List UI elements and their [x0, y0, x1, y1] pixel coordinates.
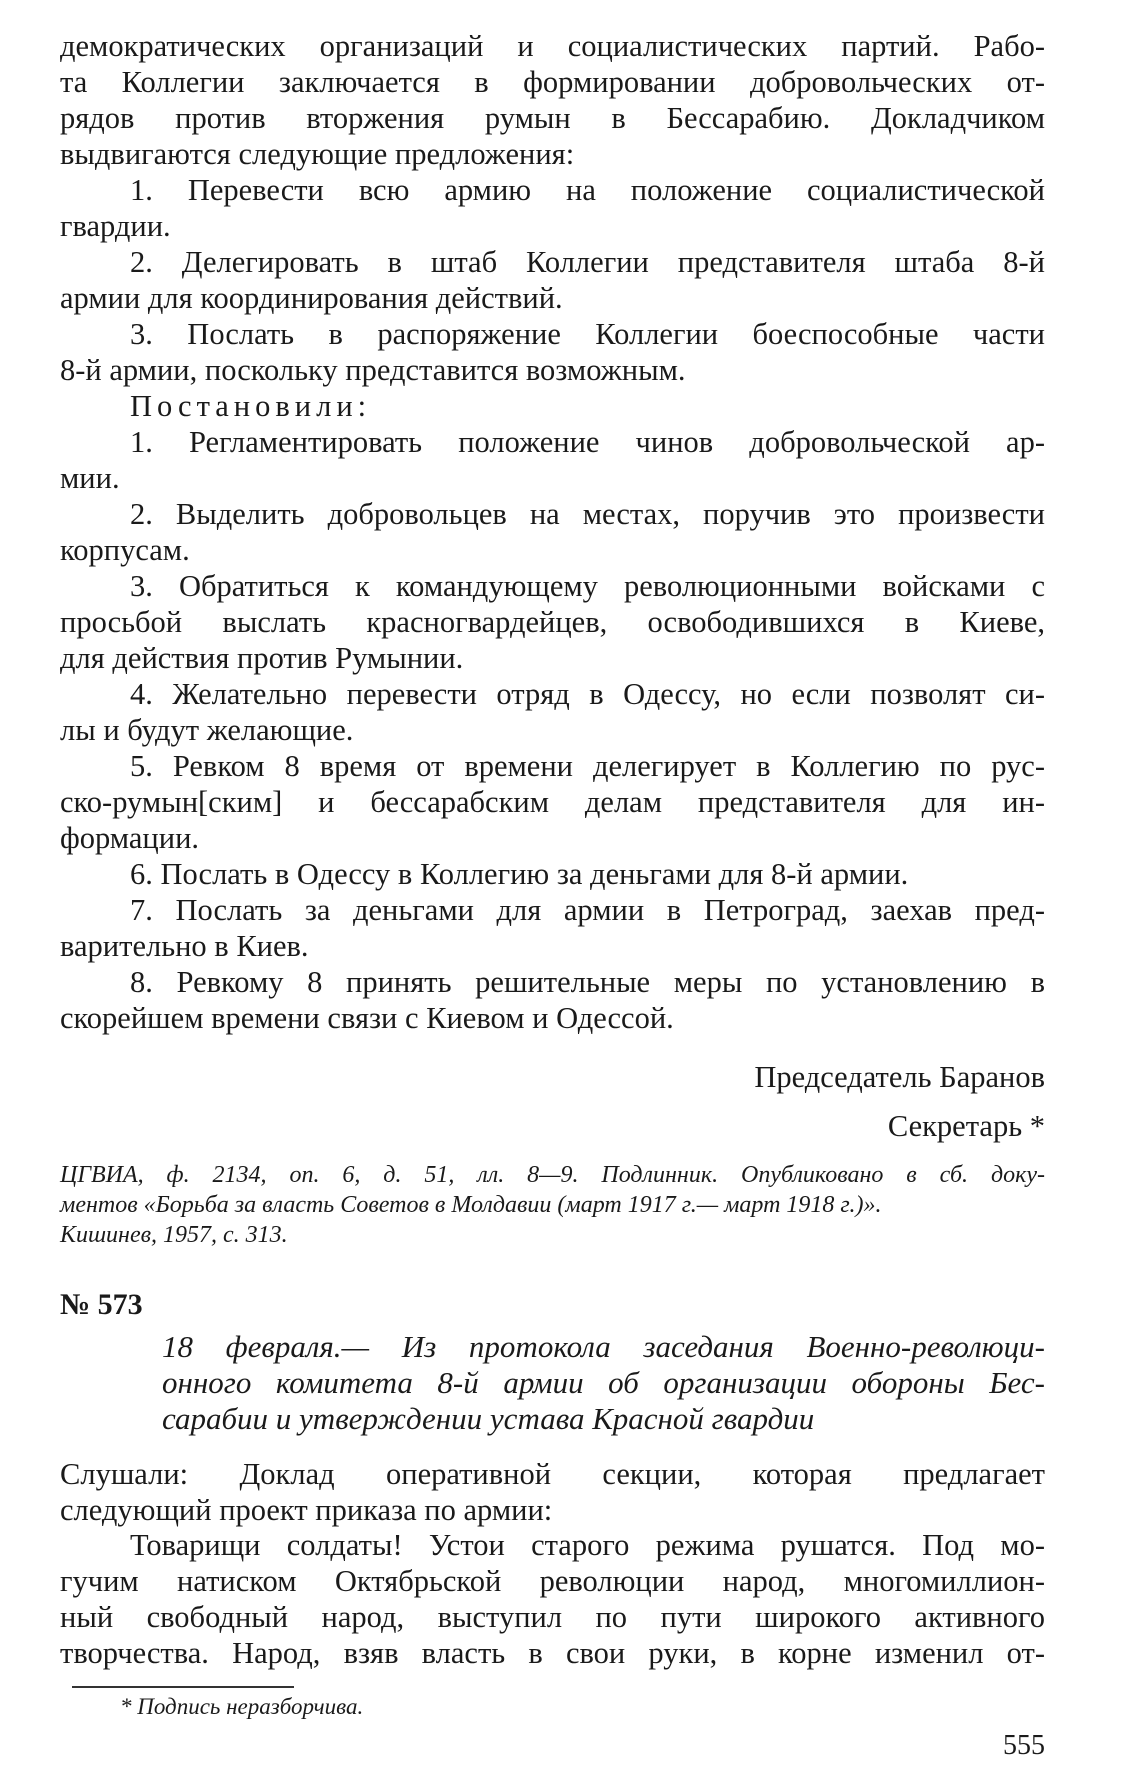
list-item: 8. Ревкому 8 принять решительные меры по установлению в [130, 965, 1045, 999]
text-line: Слушали: Доклад оперативной секции, которая предлагает [60, 1457, 1045, 1491]
list-item: 1. Регламентировать положение чинов добровольческой ар- [130, 425, 1045, 459]
text-line: лы и будут желающие. [60, 713, 354, 747]
text-line: армии для координирования действий. [60, 281, 563, 315]
source-reference: Кишинев, 1957, с. 313. [60, 1222, 288, 1248]
text-line: 8-й армии, поскольку представится возможным. [60, 353, 686, 387]
text-line: варительно в Киев. [60, 929, 309, 963]
footnote-divider [72, 1686, 294, 1688]
text-line: рядов против вторжения румын в Бессарабию. Докладчиком [60, 101, 1045, 135]
text-line: следующий проект приказа по армии: [60, 1493, 553, 1527]
text-line: та Коллегии заключается в формировании добровольческих от- [60, 65, 1045, 99]
document-number: № 573 [60, 1288, 143, 1321]
text-line: демократических организаций и социалистических партий. Рабо- [60, 29, 1045, 63]
text-line: мии. [60, 461, 120, 495]
list-item: 2. Делегировать в штаб Коллегии представителя штаба 8-й [130, 245, 1045, 279]
page-number: 555 [1003, 1730, 1045, 1761]
document-title: сарабии и утверждении устава Красной гвардии [162, 1401, 815, 1436]
text-line: творчества. Народ, взяв власть в свои руки, в корне изменил от- [60, 1636, 1045, 1670]
source-reference: ЦГВИА, ф. 2134, оп. 6, д. 51, лл. 8—9. Подлинник. Опубликовано в сб. доку- [60, 1162, 1045, 1188]
list-item: 3. Обратиться к командующему революционными войсками с [130, 569, 1045, 603]
text-line: для действия против Румынии. [60, 641, 464, 675]
text-line: выдвигаются следующие предложения: [60, 137, 575, 171]
document-title: онного комитета 8-й армии об организации обороны Бес- [162, 1365, 1045, 1400]
document-title: 18 февраля.— Из протокола заседания Военно-революци- [162, 1329, 1045, 1364]
list-item: 4. Желательно перевести отряд в Одессу, но если позволят си- [130, 677, 1045, 711]
text-line: Товарищи солдаты! Устои старого режима рушатся. Под мо- [130, 1528, 1045, 1562]
text-line: скорейшем времени связи с Киевом и Одессой. [60, 1001, 674, 1035]
text-line: просьбой выслать красногвардейцев, освободившихся в Киеве, [60, 605, 1045, 639]
list-item: 2. Выделить добровольцев на местах, поручив это произвести [130, 497, 1045, 531]
text-line: ско-румын[ским] и бессарабским делам представителя для ин- [60, 785, 1045, 819]
section-heading: Постановили: [130, 389, 372, 423]
text-line: гучим натиском Октябрьской революции народ, многомиллион- [60, 1564, 1045, 1598]
list-item: 3. Послать в распоряжение Коллегии боеспособные части [130, 317, 1045, 351]
footnote: * Подпись неразборчива. [120, 1694, 364, 1719]
text-line: гвардии. [60, 209, 171, 243]
signature-chairman: Председатель Баранов [754, 1060, 1045, 1094]
text-line: формации. [60, 821, 200, 855]
text-line: корпусам. [60, 533, 190, 567]
list-item: 7. Послать за деньгами для армии в Петроград, заехав пред- [130, 893, 1045, 927]
source-reference: ментов «Борьба за власть Советов в Молдавии (март 1917 г.— март 1918 г.)». [60, 1192, 882, 1218]
list-item: 5. Ревком 8 время от времени делегирует в Коллегию по рус- [130, 749, 1045, 783]
list-item: 6. Послать в Одессу в Коллегию за деньгами для 8-й армии. [130, 857, 909, 891]
list-item: 1. Перевести всю армию на положение социалистической [130, 173, 1045, 207]
text-line: ный свободный народ, выступил по пути широкого активного [60, 1600, 1045, 1634]
signature-secretary: Секретарь * [887, 1109, 1045, 1143]
